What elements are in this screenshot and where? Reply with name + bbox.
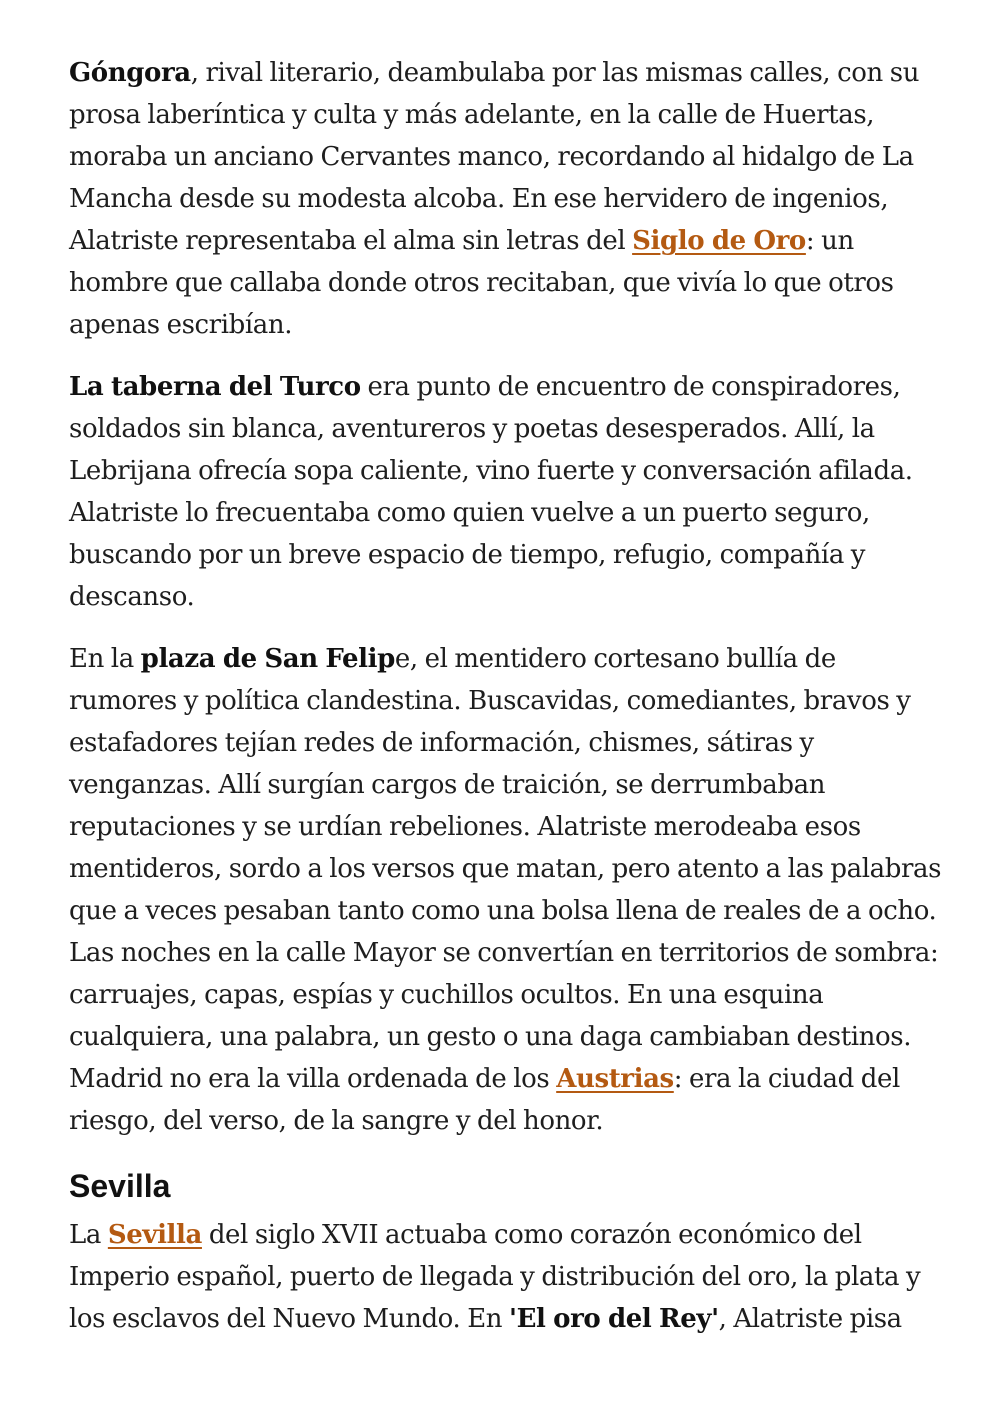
section-heading-sevilla: Sevilla (69, 1168, 171, 1204)
paragraph-sevilla (69, 1214, 949, 1340)
paragraph-taberna (69, 366, 949, 618)
bold-el-oro-del-rey: 'El oro del Rey' (509, 1304, 719, 1334)
paragraph-gongora (69, 52, 949, 346)
paragraph-text: , rival literario, deambulaba por las mismas calles, con su prosa laberíntica y culta y más adelante, en la calle de Huertas, moraba un anciano Cervantes manco, recordando al hidalgo de La Mancha desde su modesta alcoba. En ese hervidero de ingenios, Alatriste representaba el alma sin letras del (69, 58, 920, 256)
bold-gongora: Góngora (69, 58, 191, 88)
paragraph-text: era punto de encuentro de conspiradores, soldados sin blanca, aventureros y poetas desesperados. Allí, la Lebrijana ofrecía sopa caliente, vino fuerte y conversación afilada. Alatriste lo frecuentaba como quien vuelve a un puerto seguro, buscando por un breve espacio de tiempo, refugio, compañía y descanso. (69, 372, 913, 612)
link-sevilla[interactable]: Sevilla (107, 1220, 202, 1250)
bold-taberna-del-turco: La taberna del Turco (69, 372, 361, 402)
paragraph-text: , Alatriste pisa (718, 1304, 902, 1334)
link-siglo-de-oro[interactable]: Siglo de Oro (632, 226, 806, 256)
paragraph-text: : un hombre que callaba donde otros recitaban, que vivía lo que otros apenas escribían. (69, 226, 894, 340)
paragraph-text: e, el mentidero cortesano bullía de rumores y política clandestina. Buscavidas, comediantes, bravos y estafadores tejían redes de información, chismes, sátiras y venganzas. Allí surgían cargos de traición, se derrumbaban reputaciones y se urdían rebeliones. Alatriste merodeaba esos mentideros, sordo a los versos que matan, pero atento a las palabras que a veces pesaban tanto como una bolsa llena de reales de a ocho. Las noches en la calle Mayor se convertían en territorios de sombra: carruajes, capas, espías y cuchillos ocultos. En una esquina cualquiera, una palabra, un gesto o una daga cambiaban destinos. Madrid no era la villa ordenada de los (69, 644, 942, 1094)
paragraph-text: En la (69, 644, 141, 674)
bold-plaza-san-felipe: plaza de San Felip (140, 644, 395, 674)
paragraph-san-felipe (69, 638, 949, 1142)
article-body (69, 52, 949, 1360)
paragraph-text: La (69, 1220, 108, 1250)
paragraph-text: del siglo XVII actuaba como corazón económico del Imperio español, puerto de llegada y distribución del oro, la plata y los esclavos del Nuevo Mundo. En (69, 1220, 921, 1334)
link-austrias[interactable]: Austrias (556, 1064, 674, 1094)
paragraph-text: : era la ciudad del riesgo, del verso, de la sangre y del honor. (69, 1064, 900, 1136)
